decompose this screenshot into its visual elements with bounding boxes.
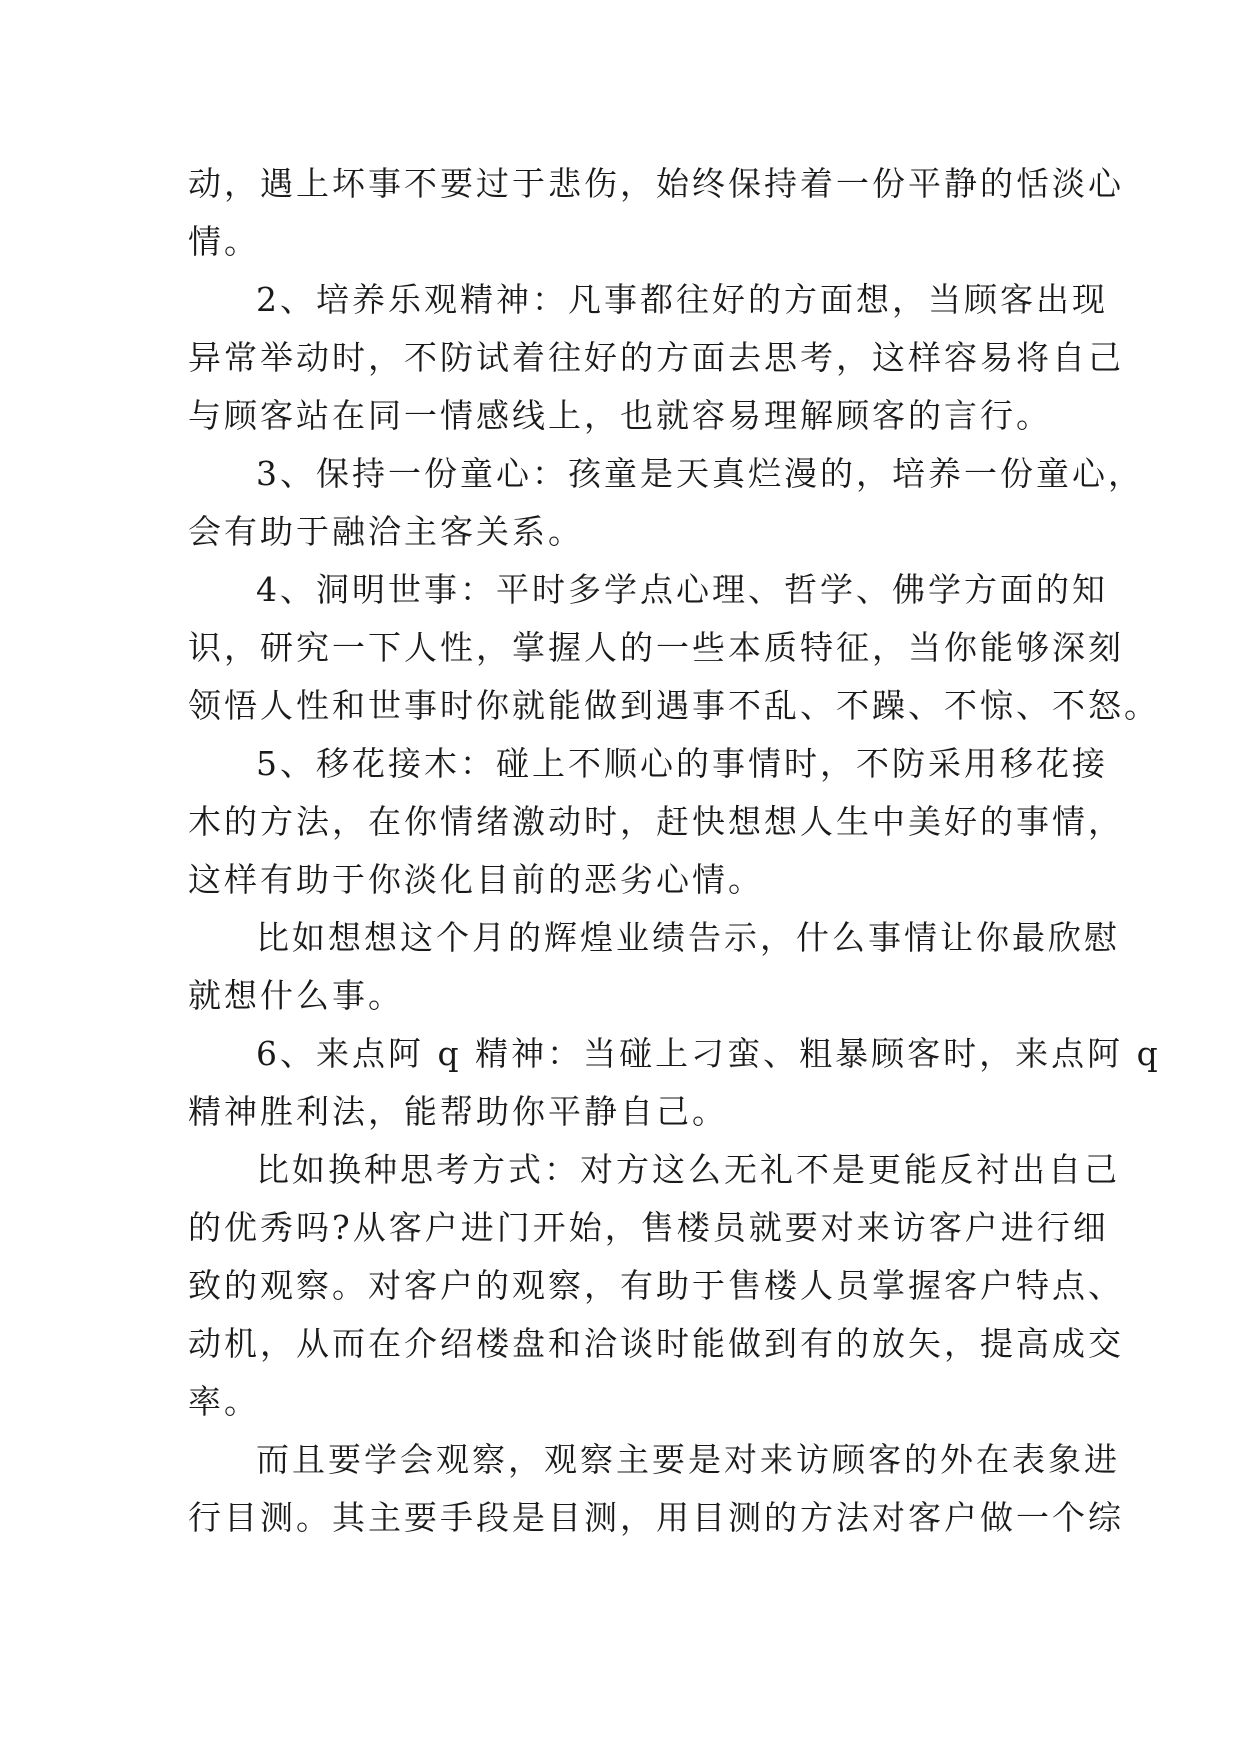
text-line: 2、培养乐观精神：凡事都往好的方面想，当顾客出现 [256, 280, 1108, 319]
text-line: 的优秀吗?从客户进门开始，售楼员就要对来访客户进行细 [188, 1208, 1109, 1247]
text-line: 而且要学会观察，观察主要是对来访顾客的外在表象进 [256, 1440, 1120, 1479]
text-line: 异常举动时，不防试着往好的方面去思考，这样容易将自己 [188, 338, 1124, 377]
text-line: 6、来点阿 q 精神：当碰上刁蛮、粗暴顾客时，来点阿 q [256, 1034, 1161, 1073]
text-line: 领悟人性和世事时你就能做到遇事不乱、不躁、不惊、不怒。 [188, 686, 1160, 725]
text-line: 3、保持一份童心：孩童是天真烂漫的，培养一份童心， [256, 454, 1144, 493]
document-body [188, 155, 1161, 1547]
text-line: 动机，从而在介绍楼盘和洽谈时能做到有的放矢，提高成交 [188, 1324, 1124, 1363]
text-line: 就想什么事。 [188, 976, 404, 1015]
text-line: 致的观察。对客户的观察，有助于售楼人员掌握客户特点、 [188, 1266, 1124, 1305]
text-line: 4、洞明世事：平时多学点心理、哲学、佛学方面的知 [256, 570, 1108, 609]
text-line: 行目测。其主要手段是目测，用目测的方法对客户做一个综 [188, 1498, 1124, 1537]
text-line: 木的方法，在你情绪激动时，赶快想想人生中美好的事情， [188, 802, 1124, 841]
text-line: 比如换种思考方式：对方这么无礼不是更能反衬出自己 [256, 1150, 1120, 1189]
text-line: 率。 [188, 1382, 260, 1421]
text-line: 与顾客站在同一情感线上，也就容易理解顾客的言行。 [188, 396, 1052, 435]
text-line: 情。 [188, 222, 260, 261]
text-line: 识，研究一下人性，掌握人的一些本质特征，当你能够深刻 [188, 628, 1124, 667]
text-line: 5、移花接木：碰上不顺心的事情时，不防采用移花接 [256, 744, 1108, 783]
text-line: 会有助于融洽主客关系。 [188, 512, 584, 551]
text-line: 动，遇上坏事不要过于悲伤，始终保持着一份平静的恬淡心 [188, 164, 1124, 203]
text-line: 这样有助于你淡化目前的恶劣心情。 [188, 860, 764, 899]
text-line: 比如想想这个月的辉煌业绩告示，什么事情让你最欣慰 [256, 918, 1120, 957]
text-line: 精神胜利法，能帮助你平静自己。 [188, 1092, 728, 1131]
